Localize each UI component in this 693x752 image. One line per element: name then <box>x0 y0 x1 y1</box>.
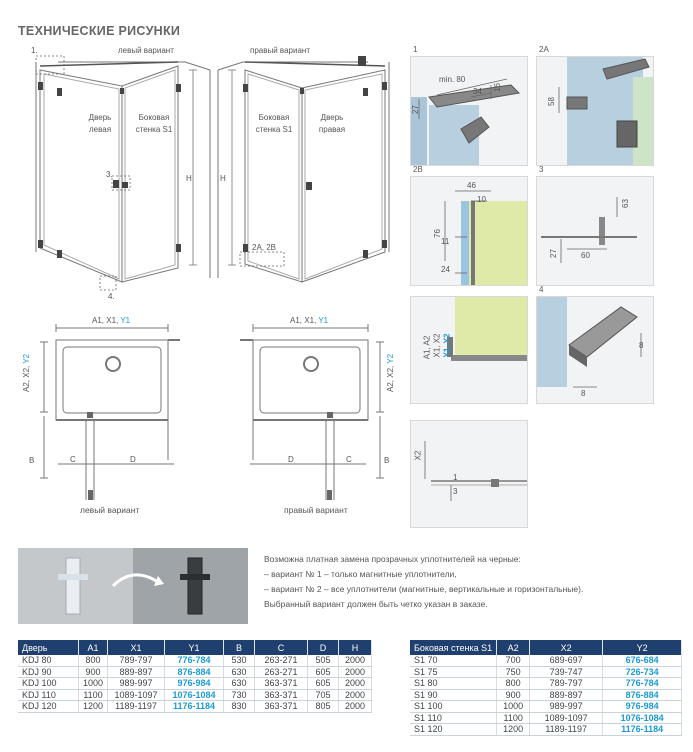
doors-table-body <box>18 655 372 712</box>
detail-1-id: 1 <box>413 45 418 54</box>
table_side-header-0: Боковая стенка S1 <box>410 640 497 655</box>
table-cell: 789-797 <box>108 655 165 666</box>
table-cell: KDJ 110 <box>18 689 79 701</box>
table-cell: S1 75 <box>410 666 497 678</box>
table_side-header-1: A2 <box>497 640 530 655</box>
table-cell: 363-371 <box>255 689 308 701</box>
callout-4: 4. <box>108 292 115 301</box>
table_doors-header-1: A1 <box>79 640 108 655</box>
plan-right-side-dim: A2, X2, Y2 <box>386 353 395 392</box>
table-row <box>18 701 372 713</box>
table-cell: 805 <box>308 701 339 713</box>
detail-2b-d: 11 <box>441 237 450 246</box>
table-cell: 800 <box>79 655 108 666</box>
detail-x2-c: 1 <box>453 473 458 482</box>
detail-x2-b: 3 <box>453 487 458 496</box>
doors-table-header <box>18 640 372 655</box>
detail-x2-drawing <box>411 421 527 527</box>
side-table-body <box>410 655 682 735</box>
table-cell: 2000 <box>339 666 372 678</box>
plan-left-side-dim: A2, X2, Y2 <box>22 353 31 392</box>
detail-3-c: 60 <box>581 251 590 260</box>
table-cell: 989-997 <box>530 701 603 713</box>
table-cell: 1176-1184 <box>165 701 224 713</box>
table-cell: 1200 <box>497 724 530 736</box>
table-cell: 776-784 <box>165 655 224 666</box>
table-cell: 530 <box>224 655 255 666</box>
side-table-wrap <box>410 640 682 736</box>
table-cell: 1189-1197 <box>108 701 165 713</box>
callout-3: 3. <box>106 170 113 179</box>
table-row <box>410 655 682 666</box>
seal-photo <box>18 548 248 624</box>
plan-left-top-dim: A1, X1, Y1 <box>92 316 131 325</box>
side-table <box>410 640 682 736</box>
callout-2a-2b: 2A, 2B <box>252 243 277 252</box>
table-cell: 1189-1197 <box>530 724 603 736</box>
table-row <box>410 724 682 736</box>
detail-3-drawing <box>537 177 653 285</box>
table-cell: 889-897 <box>108 666 165 678</box>
detail-2b-b: 10 <box>477 195 486 204</box>
table-cell: S1 120 <box>410 724 497 736</box>
table-cell: 1089-1097 <box>108 689 165 701</box>
table-cell: 750 <box>497 666 530 678</box>
table-cell: 900 <box>497 689 530 701</box>
table-cell: 605 <box>308 666 339 678</box>
table-cell: 263-271 <box>255 655 308 666</box>
table-cell: 1176-1184 <box>603 724 682 736</box>
detail-4-a: 8 <box>581 389 586 398</box>
detail-1-b: 16 <box>492 83 502 92</box>
detail-y-panel <box>410 296 528 404</box>
table-cell: 1089-1097 <box>530 712 603 724</box>
door-left-label: Дверь левая <box>88 113 112 134</box>
detail-2a-id: 2A <box>539 45 549 54</box>
left-variant-caption: левый вариант <box>118 46 174 55</box>
table-cell: 630 <box>224 666 255 678</box>
table-cell: 676-684 <box>603 655 682 666</box>
table-row <box>410 678 682 690</box>
detail-2b-panel <box>410 165 528 286</box>
side-panel-label: Боковая стенка S1 <box>135 113 173 134</box>
table-cell: 2000 <box>339 689 372 701</box>
note-line-1: Возможна платная замена прозрачных уплотнителей на черные: <box>264 554 521 564</box>
detail-2b-drawing <box>411 177 527 285</box>
table-cell: 739-747 <box>530 666 603 678</box>
table-cell: 363-371 <box>255 678 308 690</box>
detail-y-a: A1, A2 <box>422 335 432 360</box>
table-cell: 830 <box>224 701 255 713</box>
detail-x2-a: X2 <box>413 450 423 461</box>
page-title: ТЕХНИЧЕСКИЕ РИСУНКИ <box>18 24 181 38</box>
side-panel-label-right: Боковая стенка S1 <box>255 113 293 134</box>
seal-note <box>264 552 684 612</box>
table-row <box>18 666 372 678</box>
side-table-header <box>410 640 682 655</box>
plan-right-caption: правый вариант <box>284 505 348 515</box>
right-variant-caption: правый вариант <box>250 46 310 55</box>
detail-1-min: min. 80 <box>439 75 466 84</box>
table-cell: S1 80 <box>410 678 497 690</box>
table_doors-header-6: D <box>308 640 339 655</box>
height-label: H <box>186 174 192 183</box>
table-cell: 876-884 <box>603 689 682 701</box>
table-cell: 1200 <box>79 701 108 713</box>
detail-y-b: X1, X2 <box>432 333 442 358</box>
seal-illustration <box>18 548 248 624</box>
table_doors-header-5: C <box>255 640 308 655</box>
table-cell: 700 <box>497 655 530 666</box>
plan-left-d: D <box>130 455 136 464</box>
plan-left-caption: левый вариант <box>80 505 140 515</box>
table-cell: 730 <box>224 689 255 701</box>
table_side-header-2: X2 <box>530 640 603 655</box>
table-cell: 605 <box>308 678 339 690</box>
detail-4-b: 8 <box>639 341 644 350</box>
note-line-4: Выбранный вариант должен быть четко указан в заказе. <box>264 599 488 609</box>
detail-2a-drawing <box>537 57 653 165</box>
table-cell: 900 <box>79 666 108 678</box>
detail-1-drawing <box>411 57 527 165</box>
table-cell: KDJ 80 <box>18 655 79 666</box>
plan-right-c: C <box>346 455 352 464</box>
table-row <box>18 689 372 701</box>
table-cell: 263-271 <box>255 666 308 678</box>
note-line-3: – вариант № 2 – все уплотнители (магнитные, вертикальные и горизонтальные). <box>264 584 584 594</box>
doors-table <box>18 640 372 713</box>
detail-3-panel <box>536 165 654 286</box>
table-row <box>410 712 682 724</box>
table-cell: S1 70 <box>410 655 497 666</box>
detail-2b-c: 76 <box>432 229 442 238</box>
detail-2b-e: 24 <box>441 265 450 274</box>
table-cell: 505 <box>308 655 339 666</box>
table_doors-header-4: B <box>224 640 255 655</box>
table-cell: 889-897 <box>530 689 603 701</box>
table-cell: 726-734 <box>603 666 682 678</box>
detail-1-panel <box>410 45 528 166</box>
table-cell: 876-884 <box>165 666 224 678</box>
detail-3-a: 63 <box>620 199 630 208</box>
table-cell: 989-997 <box>108 678 165 690</box>
doors-table-wrap <box>18 640 372 713</box>
detail-1-c: 27 <box>410 105 420 114</box>
callout-1: 1. <box>31 46 38 55</box>
door-right-label: Дверь правая <box>318 113 346 134</box>
height-label-right: H <box>220 174 226 183</box>
detail-4-panel <box>536 285 654 404</box>
plan-right-b: B <box>384 456 390 465</box>
plan-left-b: B <box>29 456 35 465</box>
table-cell: 689-697 <box>530 655 603 666</box>
detail-y-c: Y1, Y2 <box>442 333 452 358</box>
table-cell: 976-984 <box>603 701 682 713</box>
table-cell: 705 <box>308 689 339 701</box>
detail-2a-panel <box>536 45 654 166</box>
detail-2b-a: 46 <box>467 181 476 190</box>
table-row <box>18 678 372 690</box>
table-cell: 1100 <box>79 689 108 701</box>
detail-3-id: 3 <box>539 165 544 174</box>
table_doors-header-0: Дверь <box>18 640 79 655</box>
table-cell: S1 100 <box>410 701 497 713</box>
detail-4-drawing <box>537 297 653 403</box>
detail-x2-panel <box>410 420 528 528</box>
table-cell: 1000 <box>79 678 108 690</box>
table-cell: S1 110 <box>410 712 497 724</box>
table-cell: 976-984 <box>165 678 224 690</box>
table_doors-header-7: H <box>339 640 372 655</box>
table_doors-header-2: X1 <box>108 640 165 655</box>
note-line-2: – вариант № 1 – только магнитные уплотнители, <box>264 569 457 579</box>
plan-right-d: D <box>288 455 294 464</box>
table-cell: KDJ 120 <box>18 701 79 713</box>
detail-1-a: 34 <box>473 87 482 96</box>
plan-right-top-dim: A1, X1, Y1 <box>290 316 329 325</box>
table_doors-header-3: Y1 <box>165 640 224 655</box>
table-cell: KDJ 90 <box>18 666 79 678</box>
table-cell: 1100 <box>497 712 530 724</box>
table-cell: KDJ 100 <box>18 678 79 690</box>
table-row <box>410 701 682 713</box>
table-cell: 363-371 <box>255 701 308 713</box>
table-cell: 776-784 <box>603 678 682 690</box>
table-cell: 630 <box>224 678 255 690</box>
detail-3-b: 27 <box>548 249 558 258</box>
detail-4-id: 4 <box>539 285 544 294</box>
table-cell: 2000 <box>339 701 372 713</box>
table-cell: 1000 <box>497 701 530 713</box>
table-cell: 2000 <box>339 655 372 666</box>
detail-2b-id: 2B <box>413 165 423 174</box>
table-cell: 1076-1084 <box>603 712 682 724</box>
table-cell: 789-797 <box>530 678 603 690</box>
table-cell: 2000 <box>339 678 372 690</box>
table-cell: 800 <box>497 678 530 690</box>
table_side-header-3: Y2 <box>603 640 682 655</box>
detail-2a-a: 58 <box>546 97 556 106</box>
table-row <box>18 655 372 666</box>
table-cell: S1 90 <box>410 689 497 701</box>
plan-left-c: C <box>70 455 76 464</box>
table-row <box>410 689 682 701</box>
table-cell: 1076-1084 <box>165 689 224 701</box>
table-row <box>410 666 682 678</box>
